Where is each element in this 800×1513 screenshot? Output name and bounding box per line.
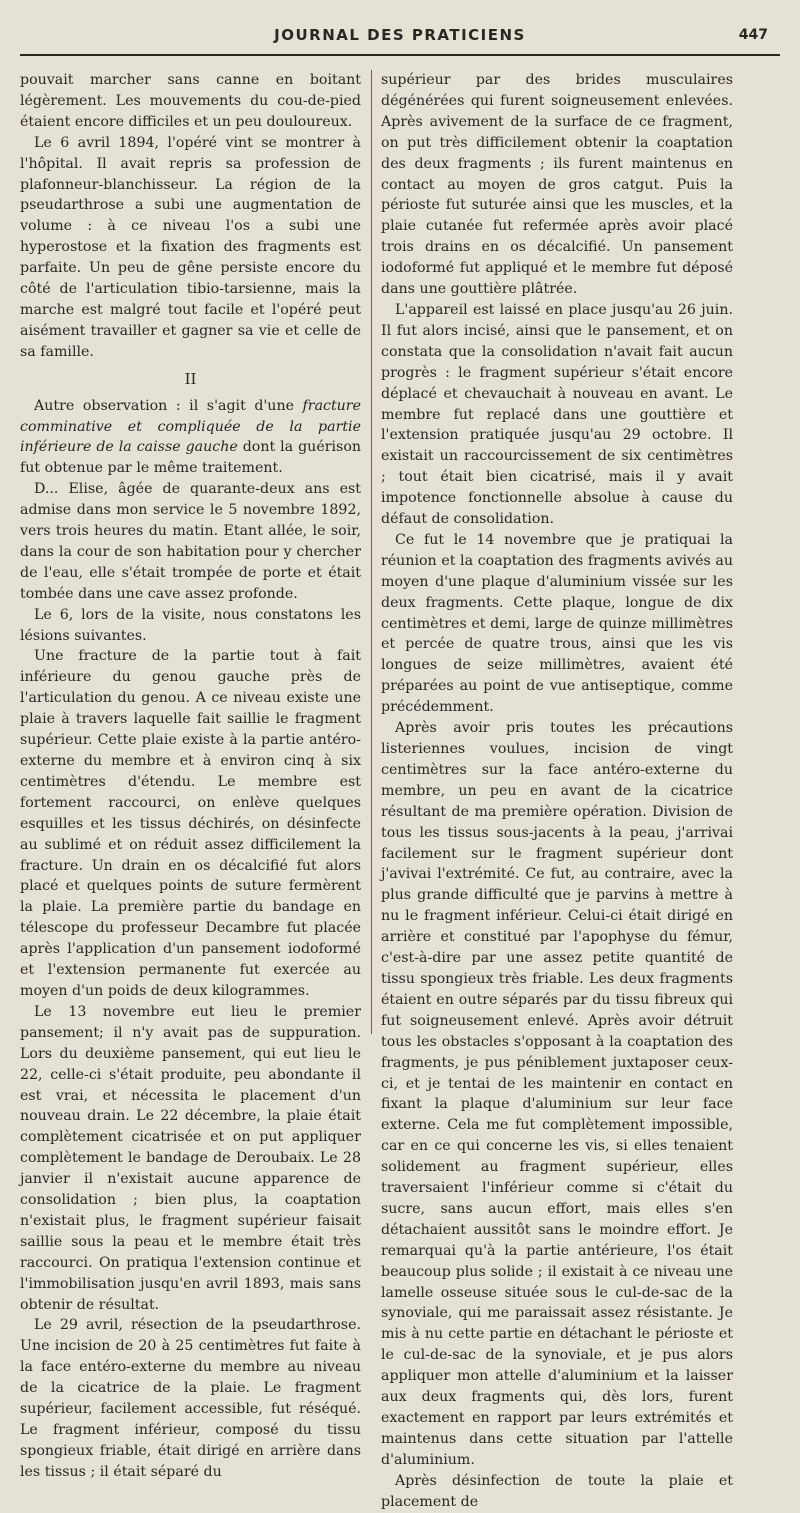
paragraph: Après désinfection de toute la plaie et placement de	[381, 1472, 733, 1510]
page-header	[20, 26, 780, 56]
paragraph: D... Elise, âgée de quarante-deux ans est admise dans mon service le 5 novembre 1892, vers trois heures du matin. Etant allée, le soir, dans la cour de son habitation pour y chercher de l'eau, elle s'était trompée de porte et était tombée dans une cave assez profonde.	[20, 481, 361, 602]
paragraph: Le 29 avril, résection de la pseudarthrose. Une incision de 20 à 25 centimètres fut faite à la face entéro-externe du membre au niveau de la cicatrice de la plaie. Le fragment supérieur, facilement accessible, fut réséqué. Le fragment inférieur, composé du tissu spongieux friable, était dirigé en arrière dans les tissus ; il était séparé du	[20, 1317, 361, 1480]
paragraph: Ce fut le 14 novembre que je pratiquai la réunion et la coaptation des fragments avivés au moyen d'une plaque d'aluminium vissée sur les deux fragments. Cette plaque, longue de dix centimètres et demi, large de quinze millimètres et percée de quatre trous, ainsi que les vis longues de seize millimètres, avaient été préparées au point de vue antiseptique, comme précédemment.	[381, 531, 733, 716]
italic-text: fracture comminative et compliquée de la partie inférieure de la caisse gauche	[20, 397, 361, 456]
paragraph: pouvait marcher sans canne en boitant légèrement. Les mouvements du cou-de-pied étaient encore difficiles et un peu douloureux.	[20, 72, 361, 130]
column-divider	[371, 70, 372, 1034]
paragraph: Le 6 avril 1894, l'opéré vint se montrer à l'hôpital. Il avait repris sa profession de plafonneur-blanchisseur. La région de la pseudarthrose a subi une augmentation de volume : à ce niveau l'os a subi une hyperostose et la fixation des fragments est parfaite. Un peu de gêne persiste encore du côté de l'articulation tibio-tarsienne, mais la marche est malgré tout facile et l'opéré peut aisément travailler et gagner sa vie et celle de sa famille.	[20, 134, 361, 360]
journal-title: JOURNAL DES PRATICIENS	[274, 26, 526, 44]
paragraph-text: Autre observation : il s'agit d'une	[34, 397, 303, 414]
header-rule	[20, 54, 780, 56]
paragraph	[20, 396, 361, 480]
left-column	[20, 70, 361, 1483]
paragraph: supérieur par des brides musculaires dégénérées qui furent soigneusement enlevées. Après avivement de la surface de ce fragment, on put très difficilement obtenir la coaptation des deux fragments ; ils furent maintenus en contact au moyen de gros catgut. Puis la périoste fut suturée ainsi que les muscles, et la plaie cutanée fut refermée après avoir placé trois drains en os décalcifié. Un pansement iodoformé fut appliqué et le membre fut déposé dans une gouttière plâtrée.	[381, 72, 733, 298]
right-column	[381, 70, 733, 1513]
paragraph: Le 6, lors de la visite, nous constatons les lésions suivantes.	[20, 606, 361, 644]
paragraph: L'appareil est laissé en place jusqu'au 26 juin. Il fut alors incisé, ainsi que le pansement, et on constata que la consolidation n'avait fait aucun progrès : le fragment supérieur s'était encore déplacé et chevauchait à nouveau en avant. Le membre fut replacé dans une gouttière et l'extension pratiquée jusqu'au 29 octobre. Il existait un raccourcissement de six centimètres ; tout était bien cicatrisé, mais il y avait impotence fonctionnelle absolue à cause du défaut de consolidation.	[381, 301, 733, 528]
page-number: 447	[738, 27, 768, 43]
section-heading: II	[184, 369, 197, 388]
paragraph: Après avoir pris toutes les précautions listeriennes voulues, incision de vingt centimètres sur la face antéro-externe du membre, un peu en avant de la cicatrice résultant de ma première opération. Division de tous les tissus sous-jacents à la peau, j'arrivai facilement sur le fragment supérieur dont j'avivai l'extrémité. Ce fut, au contraire, avec la plus grande difficulté que je parvins à mettre à nu le fragment inférieur. Celui-ci était dirigé en arrière et constitué par l'apophyse du fémur, c'est-à-dire par une assez petite quantité de tissu spongieux très friable. Les deux fragments étaient en outre séparés par du tissu fibreux qui fut soigneusement enlevé. Après avoir détruit tous les obstacles s'opposant à la coaptation des fragments, je pus péniblement juxtaposer ceux-ci, et je tentai de les maintenir en contact en fixant la plaque d'aluminium sur leur face externe. Cela me fut complètement impossible, car en ce qui concerne les vis, si elles tenaient solidement au fragment supérieur, elles traversaient l'inférieur comme si c'était du sucre, sans aucun effort, mais elles s'en détachaient aussitôt sans le moindre effort. Je remarquai qu'à la partie antérieure, l'os était beaucoup plus solide ; il existait à ce niveau une lamelle osseuse située sous le cul-de-sac de la synoviale, qui me paraissait assez résistante. Je mis à nu cette partie en détachant le périoste et le cul-de-sac de la synoviale, et je pus alors appliquer mon attelle d'aluminium et la laisser aux deux fragments qui, dès lors, furent exactement en rapport par leurs extrémités et maintenus dans cette situation par l'attelle d'aluminium.	[381, 720, 733, 1468]
paragraph: Le 13 novembre eut lieu le premier pansement; il n'y avait pas de suppuration. Lors du deuxième pansement, qui eut lieu le 22, celle-ci s'était produite, peu abondante il est vrai, et nécessita le placement d'un nouveau drain. Le 22 décembre, la plaie était complètement cicatrisée et on put appliquer complètement le bandage de Deroubaix. Le 28 janvier il n'existait aucune apparence de consolidation ; bien plus, la coaptation n'existait plus, le fragment supérieur faisait saillie sous la peau et le membre était très raccourci. On pratiqua l'extension continue et l'immobilisation jusqu'en avril 1893, mais sans obtenir de résultat.	[20, 1003, 361, 1313]
paragraph: Une fracture de la partie tout à fait inférieure du genou gauche près de l'articulation du genou. A ce niveau existe une plaie à travers laquelle fait saillie le fragment supérieur. Cette plaie existe à la partie antéro-externe du membre et à environ cinq à six centimètres d'étendu. Le membre est fortement raccourci, on enlève quelques esquilles et les tissus déchirés, on désinfecte au sublimé et on réduit assez difficilement la fracture. Un drain en os décalcifié fut alors placé et quelques points de suture fermèrent la plaie. La première partie du bandage en télescope du professeur Decambre fut placée après l'application d'un pansement iodoformé et l'extension permanente fut exercée au moyen d'un poids de deux kilogrammes.	[20, 648, 361, 999]
paragraph-text: dont la guérison fut obtenue par le même traitement.	[20, 439, 361, 477]
